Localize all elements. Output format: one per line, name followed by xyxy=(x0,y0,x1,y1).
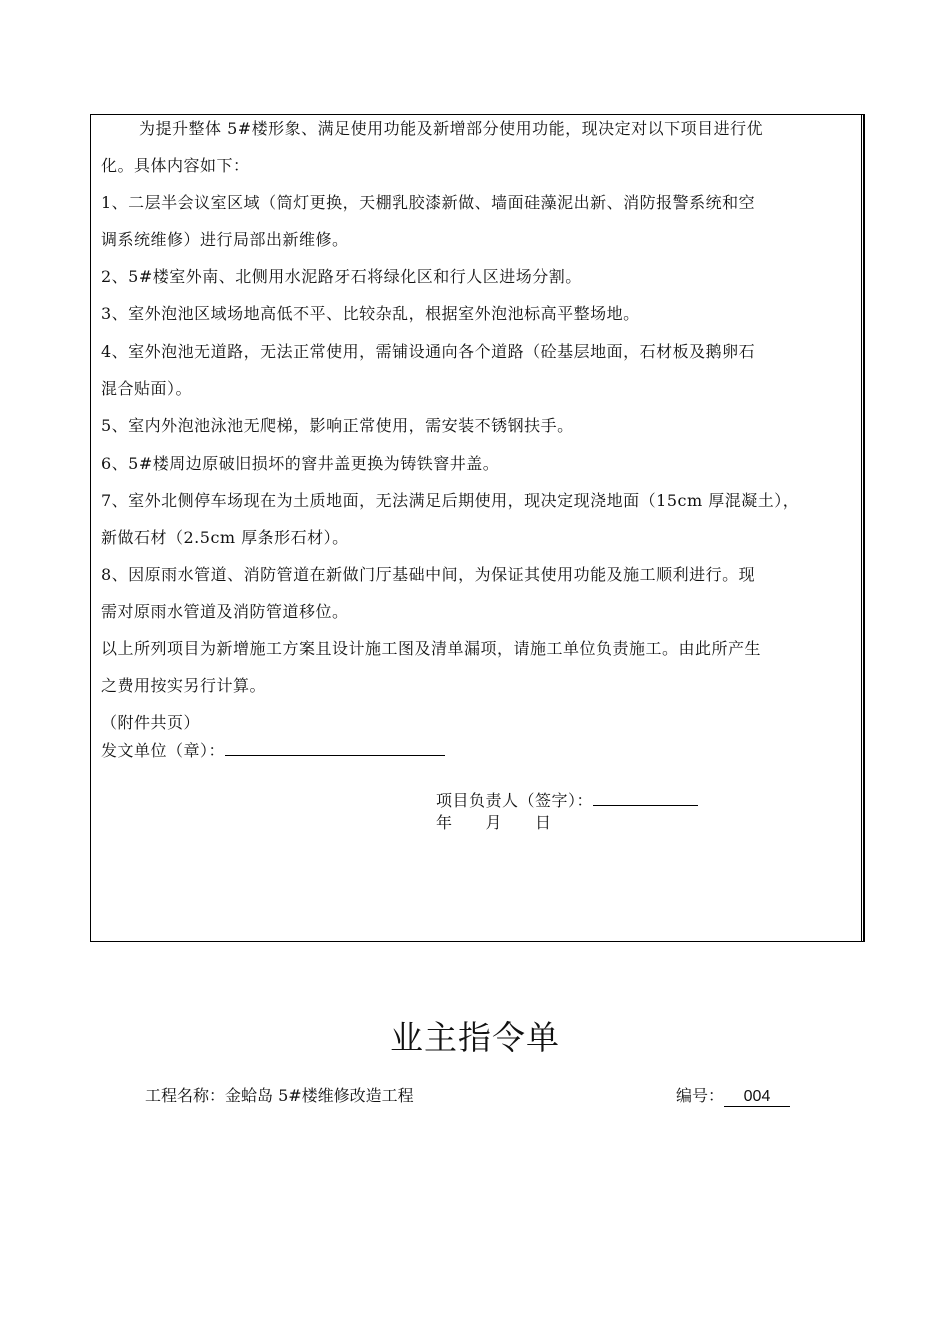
body-line: 化。具体内容如下： xyxy=(101,156,250,175)
body-line: 调系统维修）进行局部出新维修。 xyxy=(101,230,349,249)
project-name: 工程名称：金蛤岛 5#楼维修改造工程 xyxy=(145,1086,414,1105)
form-number-row xyxy=(676,1083,790,1107)
body-line: 以上所列项目为新增施工方案且设计施工图及清单漏项，请施工单位负责施工。由此所产生 xyxy=(101,639,762,658)
manager-signature-line[interactable] xyxy=(593,789,698,806)
form-title: 业主指令单 xyxy=(390,1018,560,1057)
body-line: 需对原雨水管道及消防管道移位。 xyxy=(101,602,349,621)
body-line: 为提升整体 5#楼形象、满足使用功能及新增部分使用功能，现决定对以下项目进行优 xyxy=(139,119,764,138)
issuer-signature-line[interactable] xyxy=(225,739,445,756)
body-line: 5、室内外泡池泳池无爬梯，影响正常使用，需安装不锈钢扶手。 xyxy=(101,416,574,435)
manager-row xyxy=(436,789,698,811)
body-line: 新做石材（2.5cm 厚条形石材）。 xyxy=(101,528,349,547)
body-line: 7、室外北侧停车场现在为土质地面，无法满足后期使用，现决定现浇地面（15cm 厚混凝土）， xyxy=(101,491,800,510)
issuer-label: 发文单位（章）： xyxy=(101,741,226,760)
attachment-note: （附件共页） xyxy=(101,713,201,732)
form-number-value: 004 xyxy=(724,1088,790,1107)
body-line: 混合贴面）。 xyxy=(101,379,193,398)
issuer-row xyxy=(101,739,445,761)
body-line: 2、5#楼室外南、北侧用水泥路牙石将绿化区和行人区进场分割。 xyxy=(101,267,582,286)
body-line: 1、二层半会议室区域（筒灯更换，天棚乳胶漆新做、墙面硅藻泥出新、消防报警系统和空 xyxy=(101,193,756,212)
body-line: 8、因原雨水管道、消防管道在新做门厅基础中间，为保证其使用功能及施工顺利进行。现 xyxy=(101,565,756,584)
manager-label: 项目负责人（签字）： xyxy=(436,791,594,810)
instruction-content-box xyxy=(90,114,865,942)
body-line: 4、室外泡池无道路，无法正常使用，需铺设通向各个道路（砼基层地面，石材板及鹅卵石 xyxy=(101,342,756,361)
body-line: 6、5#楼周边原破旧损坏的窨井盖更换为铸铁窨井盖。 xyxy=(101,454,500,473)
form-number-label: 编号： xyxy=(676,1086,725,1105)
body-line: 3、室外泡池区域场地高低不平、比较杂乱，根据室外泡池标高平整场地。 xyxy=(101,304,640,323)
date-row: 年 月 日 xyxy=(436,813,552,832)
body-line: 之费用按实另行计算。 xyxy=(101,676,267,695)
